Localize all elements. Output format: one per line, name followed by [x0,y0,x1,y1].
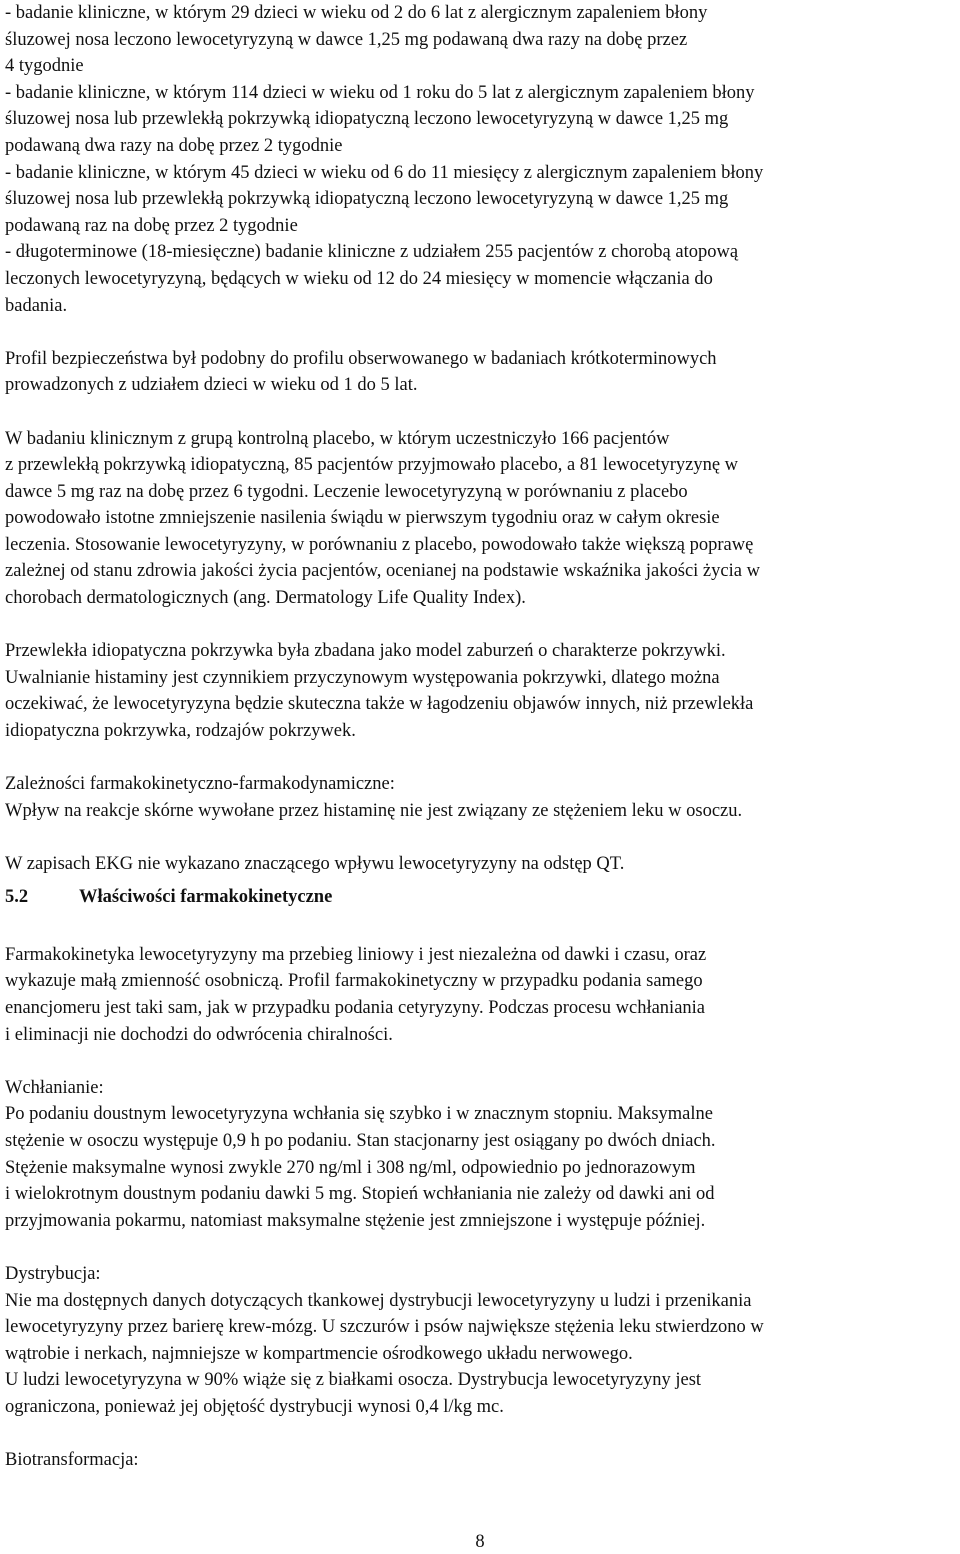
text-line: Po podaniu doustnym lewocetyryzyna wchłania się szybko i w znacznym stopniu. Maksymalne [5,1104,713,1125]
document-page [5,0,960,1474]
paragraph-gap [5,824,960,851]
urticaria-model-paragraph [5,638,960,744]
text-line: W zapisach EKG nie wykazano znaczącego wpływu lewocetyryzyny na odstęp QT. [5,854,625,874]
paragraph-gap [5,612,960,639]
subsection-label: Dystrybucja: [5,1263,101,1284]
text-line: podawaną dwa razy na dobę przez 2 tygodnie [5,135,343,156]
text-line: enancjomeru jest taki sam, jak w przypadku podania cetyryzyny. Podczas procesu wchłaniania [5,997,706,1018]
text-line: przyjmowania pokarmu, natomiast maksymalne stężenie jest zmniejszone i występuje później. [5,1210,706,1231]
text-line: - badanie kliniczne, w którym 114 dzieci w wieku od 1 roku do 5 lat z alergicznym zapaleniem błony [5,82,755,103]
section-title: Właściwości farmakokinetyczne [79,886,333,907]
text-line: Przewlekła idiopatyczna pokrzywka była zbadana jako model zaburzeń o charakterze pokrzywki. [5,641,726,662]
text-line: chorobach dermatologicznych (ang. Dermatology Life Quality Index). [5,588,526,609]
paragraph-gap [5,1420,960,1447]
text-line: - badanie kliniczne, w którym 45 dzieci w wieku od 6 do 11 miesięcy z alergicznym zapaleniem błony [5,162,764,183]
text-line: W badaniu klinicznym z grupą kontrolną placebo, w którym uczestniczyło 166 pacjentów [5,428,670,449]
text-line: ograniczona, ponieważ jej objętość dystrybucji wynosi 0,4 l/kg mc. [5,1396,504,1417]
text-line: śluzowej nosa lub przewlekłą pokrzywką idiopatyczną leczono lewocetyryzyną w dawce 1,25 mg [5,189,729,210]
text-line: stężenie w osoczu występuje 0,9 h po podaniu. Stan stacjonarny jest osiągany po dwóch dniach. [5,1130,716,1151]
text-line: Farmakokinetyka lewocetyryzyny ma przebieg liniowy i jest niezależna od dawki i czasu, oraz [5,944,707,965]
text-line: oczekiwać, że lewocetyryzyna będzie skuteczna także w łagodzeniu objawów innych, niż przewlekła [5,694,754,715]
pediatric-studies-list [5,0,960,319]
text-line: dawce 5 mg raz na dobę przez 6 tygodni. Leczenie lewocetyryzyną w porównaniu z placebo [5,481,688,502]
text-line: i wielokrotnym doustnym podaniu dawki 5 mg. Stopień wchłaniania nie zależy od dawki ani od [5,1184,715,1205]
text-line: z przewlekłą pokrzywką idiopatyczną, 85 pacjentów przyjmowało placebo, a 81 lewocetyryzynę w [5,455,739,476]
text-line: - badanie kliniczne, w którym 29 dzieci w wieku od 2 do 6 lat z alergicznym zapaleniem błony [5,3,708,23]
pk-pd-paragraph [5,771,960,824]
text-line: śluzowej nosa leczono lewocetyryzyną w dawce 1,25 mg podawaną dwa razy na dobę przez [5,29,688,50]
ekg-paragraph [5,851,960,878]
pharmacokinetics-intro-paragraph [5,942,960,1048]
paragraph-gap [5,1234,960,1261]
text-line: U ludzi lewocetyryzyna w 90% wiąże się z białkami osocza. Dystrybucja lewocetyryzyny jest [5,1370,702,1391]
text-line: Stężenie maksymalne wynosi zwykle 270 ng/ml i 308 ng/ml, odpowiednio po jednorazowym [5,1157,696,1178]
section-heading [5,884,960,911]
text-line: lewocetyryzyny przez barierę krew-mózg. U szczurów i psów największe stężenia leku stwierdzono w [5,1317,764,1338]
text-line: 4 tygodnie [5,56,84,77]
paragraph-gap [5,319,960,346]
placebo-study-paragraph [5,426,960,612]
text-line: leczenia. Stosowanie lewocetyryzyny, w porównaniu z placebo, powodowało także większą poprawę [5,534,754,555]
text-line: podawaną raz na dobę przez 2 tygodnie [5,215,298,236]
biotransformation-paragraph [5,1447,960,1474]
text-line: leczonych lewocetyryzyną, będących w wieku od 12 do 24 miesięcy w momencie włączania do [5,268,713,289]
safety-profile-paragraph [5,346,960,399]
text-line: i eliminacji nie dochodzi do odwrócenia chiralności. [5,1024,393,1045]
text-line: Profil bezpieczeństwa był podobny do profilu obserwowanego w badaniach krótkoterminowych [5,348,717,369]
subsection-label: Wchłanianie: [5,1077,104,1098]
subsection-label: Zależności farmakokinetyczno-farmakodynamiczne: [5,774,395,795]
text-line: wykazuje małą zmienność osobniczą. Profil farmakokinetyczny w przypadku podania samego [5,971,703,992]
text-line: Uwalnianie histaminy jest czynnikiem przyczynowym występowania pokrzywki, dlatego można [5,667,720,688]
page-number: 8 [475,1532,485,1552]
text-line: śluzowej nosa lub przewlekłą pokrzywką idiopatyczną leczono lewocetyryzyną w dawce 1,25 mg [5,109,729,130]
text-line: - długoterminowe (18-miesięczne) badanie kliniczne z udziałem 255 pacjentów z chorobą atopową [5,242,739,263]
text-line: Wpływ na reakcje skórne wywołane przez histaminę nie jest związany ze stężeniem leku w osoczu. [5,800,743,821]
text-line: prowadzonych z udziałem dzieci w wieku od 1 do 5 lat. [5,375,418,396]
paragraph-gap [5,915,960,942]
text-line: badania. [5,295,68,316]
text-line: Nie ma dostępnych danych dotyczących tkankowej dystrybucji lewocetyryzyny u ludzi i przenikania [5,1290,752,1311]
absorption-paragraph [5,1075,960,1235]
distribution-paragraph [5,1261,960,1421]
text-line: zależnej od stanu zdrowia jakości życia pacjentów, ocenianej na podstawie wskaźnika jakości życia w [5,561,760,582]
paragraph-gap [5,399,960,426]
text-line: wątrobie i nerkach, najmniejsze w kompartmencie ośrodkowego układu nerwowego. [5,1343,633,1364]
section-number: 5.2 [5,886,29,907]
text-line: powodowało istotne zmniejszenie nasilenia świądu w pierwszym tygodniu oraz w całym okresie [5,508,720,529]
paragraph-gap [5,1048,960,1075]
text-line: idiopatyczna pokrzywka, rodzajów pokrzywek. [5,721,356,742]
paragraph-gap [5,745,960,772]
subsection-label: Biotransformacja: [5,1450,139,1471]
